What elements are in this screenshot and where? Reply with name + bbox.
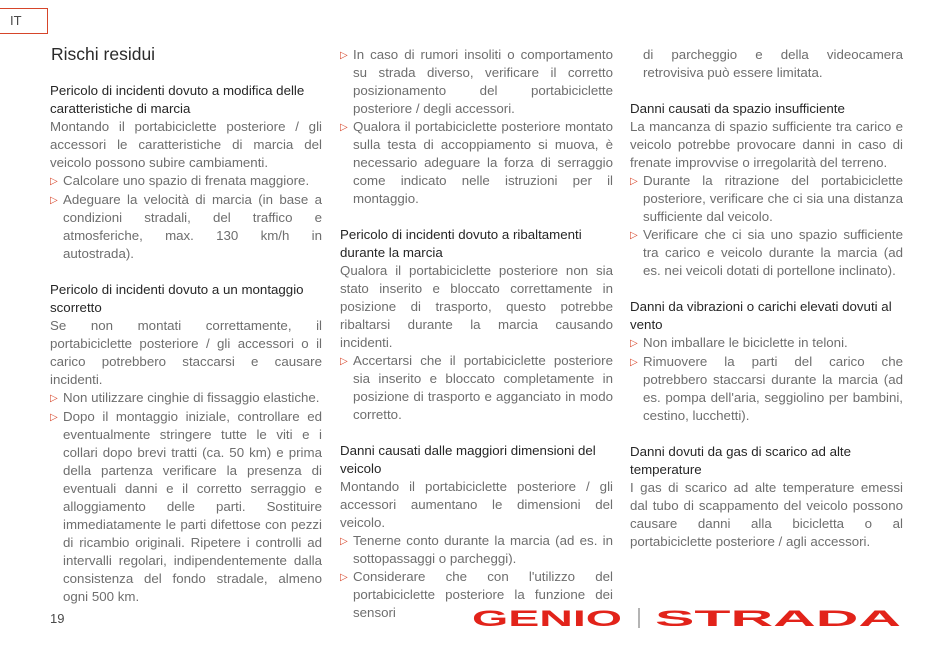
section-heading: Pericolo di incidenti dovuto a un montaggio scorretto	[50, 282, 304, 315]
list-item-text: Durante la ritrazione del portabiciclette posteriore, verificare che ci sia una distanza sufficiente dal veicolo.	[643, 173, 903, 224]
bullet-triangle-icon: ▷	[340, 50, 348, 61]
list-item-text: Verificare che ci sia uno spazio sufficiente tra carico e veicolo durante la marcia (ad es. nei veicoli dotati di portellone inclinato).	[643, 227, 903, 278]
list-item	[50, 172, 322, 191]
bullet-triangle-icon: ▷	[340, 572, 348, 583]
page-number: 19	[50, 611, 65, 626]
list-item-text: Qualora il portabiciclette posteriore montato sulla testa di accoppiamento si muova, è necessario adeguare la forza di serraggio come indicato nelle istruzioni per il montaggio.	[353, 119, 613, 206]
bullet-triangle-icon: ▷	[630, 230, 638, 241]
bullet-triangle-icon: ▷	[630, 357, 638, 368]
language-tab	[0, 8, 48, 34]
column-2	[340, 46, 613, 622]
genio-strada-logo	[472, 606, 904, 632]
list-item-text: Calcolare uno spazio di frenata maggiore.	[63, 173, 310, 188]
section-body: La mancanza di spazio sufficiente tra carico e veicolo potrebbe provocare danni in caso di frenate improvvise o irregolarità del terreno.	[630, 119, 903, 170]
list-item-text: Accertarsi che il portabiciclette posteriore sia inserito e bloccato completamente in posizione di trasporto e agganciato in modo corretto.	[353, 353, 613, 422]
list-item	[340, 352, 613, 424]
list-item-text: Non utilizzare cinghie di fissaggio elastiche.	[63, 390, 320, 405]
bullet-triangle-icon: ▷	[340, 356, 348, 367]
list-item	[50, 408, 322, 606]
list-item	[630, 172, 903, 226]
section-heading: Danni dovuti da gas di scarico ad alte temperature	[630, 444, 852, 477]
brand-right-text: STRADA	[655, 606, 902, 631]
bullet-triangle-icon: ▷	[630, 176, 638, 187]
page-title: Rischi residui	[51, 44, 156, 64]
column-3	[630, 46, 903, 551]
list-item	[630, 353, 903, 425]
section-heading: Pericolo di incidenti dovuto a modifica delle caratteristiche di marcia	[50, 83, 305, 116]
column-1	[50, 82, 322, 606]
list-item	[50, 389, 322, 408]
section-body: Qualora il portabiciclette posteriore non sia stato inserito e bloccato correttamente in posizione di trasporto, questo potrebbe ribaltarsi durante la marcia causando incidenti.	[340, 263, 613, 350]
language-label: IT	[10, 13, 22, 28]
list-item	[340, 46, 613, 118]
list-item	[50, 191, 322, 263]
list-item	[630, 226, 903, 280]
list-item-text: Adeguare la velocità di marcia (in base a condizioni stradali, del traffico e atmosferiche, max. 130 km/h in autostrada).	[63, 192, 322, 261]
list-item	[340, 118, 613, 208]
list-item-continuation: di parcheggio e della videocamera retrovisiva può essere limitata.	[643, 47, 903, 80]
bullet-triangle-icon: ▷	[50, 393, 58, 404]
section-body: I gas di scarico ad alte temperature emessi dal tubo di scappamento del veicolo possono causare danni alla bicicletta o al portabiciclette posteriore / agli accessori.	[630, 480, 903, 549]
bullet-triangle-icon: ▷	[50, 176, 58, 187]
section-heading: Danni causati dalle maggiori dimensioni del veicolo	[340, 443, 596, 476]
list-item-text: Tenerne conto durante la marcia (ad es. in sottopassaggi o parcheggi).	[353, 533, 613, 566]
list-item-text: Dopo il montaggio iniziale, controllare ed eventualmente stringere tutte le viti e i collari dopo brevi tratti (ca. 50 km) e prima della partenza verificare la presenza di eventuali danni e il corretto serraggio e alloggiamento delle parti. Sostituire immediatamente le parti difettose con pezzi di ricambio originali. Ripetere i controlli ad intervalli regolari, indipendentemente dalla consistenza del fondo stradale, almeno ogni 500 km.	[63, 409, 322, 604]
brand-left-text: GENIO	[472, 606, 622, 631]
list-item	[340, 532, 613, 568]
list-item-text: In caso di rumori insoliti o comportamento su strada diverso, verificare il corretto posizionamento del portabiciclette posteriore / degli accessori.	[353, 47, 613, 116]
section-body: Se non montati correttamente, il portabiciclette posteriore / gli accessori o il carico potrebbero staccarsi e causare incidenti.	[50, 318, 322, 387]
section-heading: Danni da vibrazioni o carichi elevati dovuti al vento	[630, 299, 892, 332]
section-body: Montando il portabiciclette posteriore / gli accessori le caratteristiche di marcia del veicolo possono subire cambiamenti.	[50, 119, 322, 170]
bullet-triangle-icon: ▷	[630, 338, 638, 349]
section-heading: Danni causati da spazio insufficiente	[630, 101, 845, 116]
bullet-triangle-icon: ▷	[340, 536, 348, 547]
section-heading: Pericolo di incidenti dovuto a ribaltamenti durante la marcia	[340, 227, 582, 260]
list-item	[630, 334, 903, 353]
bullet-triangle-icon: ▷	[50, 195, 58, 206]
list-item-text: Rimuovere la parti del carico che potrebbero staccarsi durante la marcia (ad es. pompa dell'aria, seggiolino per bambini, cestino, lucchetti).	[643, 354, 903, 423]
bullet-triangle-icon: ▷	[340, 122, 348, 133]
list-item-text: Non imballare le biciclette in teloni.	[643, 335, 848, 350]
section-body: Montando il portabiciclette posteriore / gli accessori aumentano le dimensioni del veicolo.	[340, 479, 613, 530]
bullet-triangle-icon: ▷	[50, 412, 58, 423]
list-item-text: Considerare che con l'utilizzo del portabiciclette posteriore la funzione dei sensori	[353, 569, 613, 620]
